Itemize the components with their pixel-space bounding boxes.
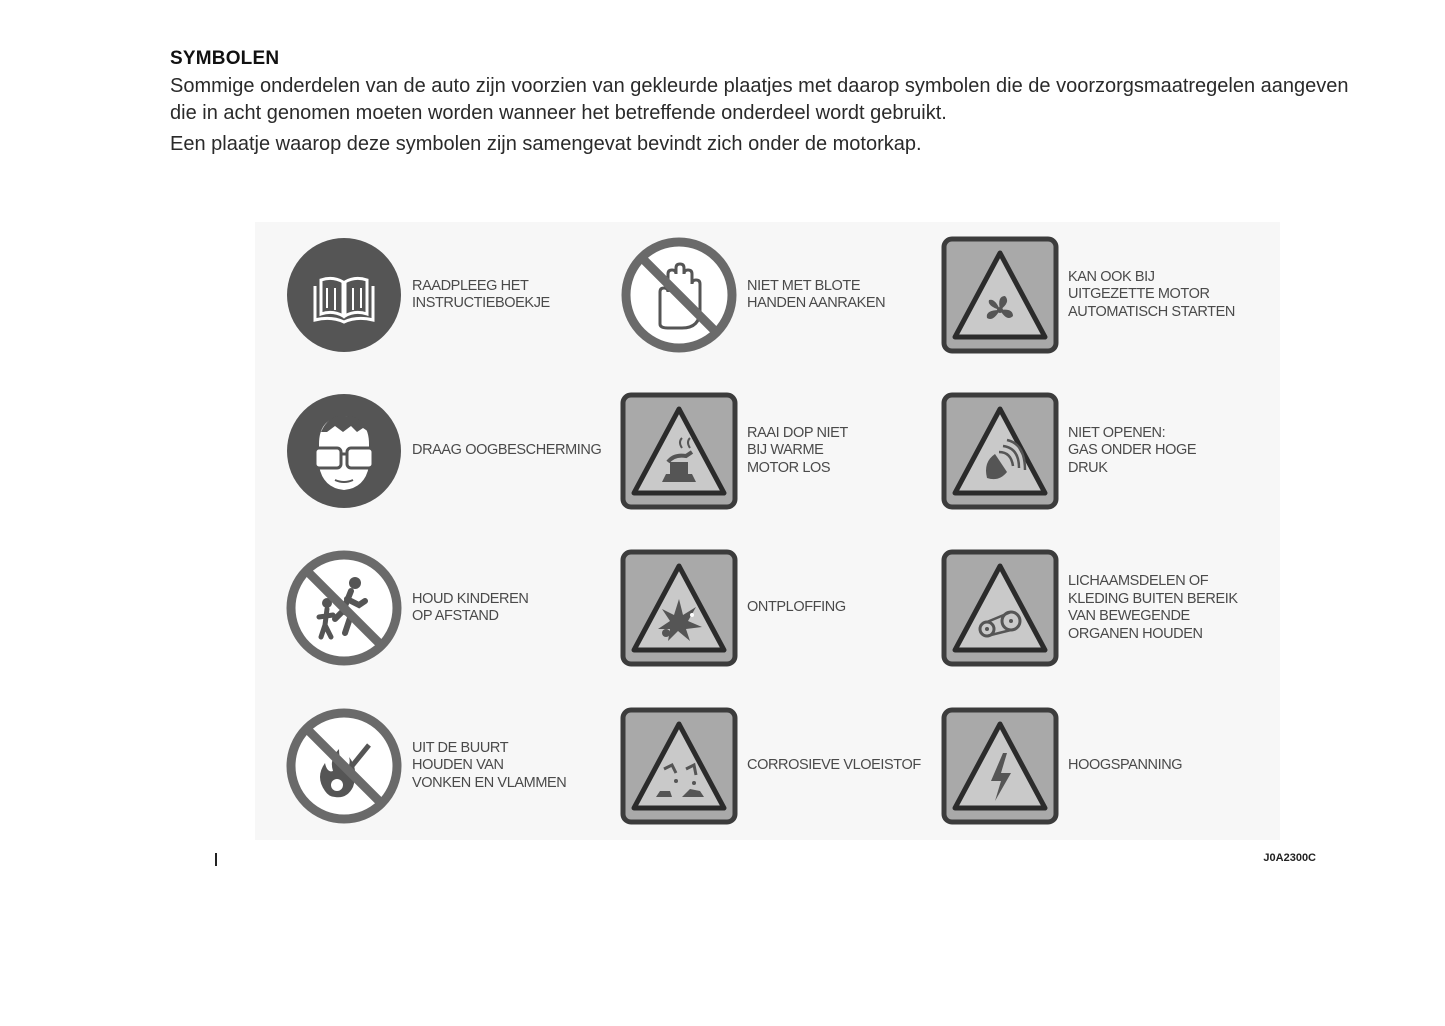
symbol-label — [1068, 549, 1273, 667]
symbol-item — [620, 236, 950, 360]
symbol-label-line: VONKEN EN VLAMMEN — [412, 774, 567, 791]
symbol-label-line: RAADPLEEG HET — [412, 277, 529, 294]
symbol-item — [941, 236, 1271, 360]
symbol-label — [412, 549, 617, 667]
explosion-warning-icon — [620, 549, 738, 667]
symbol-label-line: RAAI DOP NIET — [747, 424, 848, 441]
symbol-label-line: INSTRUCTIEBOEKJE — [412, 295, 550, 311]
symbol-label-line: HOOGSPANNING — [1068, 757, 1183, 774]
symbol-label — [412, 392, 617, 510]
symbol-label — [1068, 707, 1273, 825]
symbol-label-line: UITGEZETTE MOTOR — [1068, 286, 1210, 303]
corrosive-warning-icon — [620, 707, 738, 825]
no-fire-icon — [285, 707, 403, 825]
symbol-item — [941, 392, 1271, 516]
symbol-label — [747, 549, 952, 667]
intro-paragraph-1: Sommige onderdelen van de auto zijn voorzien van gekleurde plaatjes met daarop symbolen die de voorzorgsmaatregelen aangeven die in acht genomen moeten worden wanneer het betreffende onderdeel wordt gebruikt. — [170, 75, 1349, 124]
symbol-item — [941, 549, 1271, 673]
symbol-label-line: HANDEN AANRAKEN — [747, 295, 886, 311]
hot-cap-warning-icon — [620, 392, 738, 510]
symbol-label-line: VAN BEWEGENDE — [1068, 608, 1190, 624]
figure-code: J0A2300C — [1263, 852, 1316, 864]
symbol-label — [747, 392, 952, 510]
symbol-label-line: ONTPLOFFING — [747, 599, 846, 616]
no-children-icon — [285, 549, 403, 667]
symbol-item — [285, 707, 615, 831]
symbol-label-line: MOTOR LOS — [747, 459, 831, 476]
symbol-label — [412, 236, 617, 354]
symbol-item — [285, 236, 615, 360]
symbol-label-line: DRAAG OOGBESCHERMING — [412, 442, 602, 459]
intro-section — [170, 48, 1350, 158]
symbol-item — [620, 707, 950, 831]
symbol-label-line: AUTOMATISCH STARTEN — [1068, 303, 1235, 320]
symbol-item — [285, 549, 615, 673]
symbol-item — [620, 392, 950, 516]
symbol-label-line: DRUK — [1068, 459, 1108, 476]
symbol-label-line: GAS ONDER HOGE — [1068, 442, 1197, 459]
safety-goggles-icon — [285, 392, 403, 510]
symbol-item — [941, 707, 1271, 831]
symbol-label-line: BIJ WARME — [747, 442, 824, 459]
symbol-label-line: ORGANEN HOUDEN — [1068, 625, 1203, 642]
symbol-label-line: NIET OPENEN: — [1068, 424, 1166, 441]
symbol-item — [285, 392, 615, 516]
revision-marker — [215, 853, 217, 866]
symbol-label — [412, 707, 617, 825]
symbol-item — [620, 549, 950, 673]
symbol-label-line: KLEDING BUITEN BEREIK — [1068, 590, 1238, 607]
pressurized-gas-warning-icon — [941, 392, 1059, 510]
section-title: SYMBOLEN — [170, 48, 280, 69]
fan-warning-icon — [941, 236, 1059, 354]
symbol-label — [1068, 236, 1273, 354]
symbol-label-line: OP AFSTAND — [412, 608, 499, 624]
book-icon — [285, 236, 403, 354]
symbol-label — [747, 707, 952, 825]
symbol-label-line: LICHAAMSDELEN OF — [1068, 573, 1209, 589]
no-touch-hand-icon — [620, 236, 738, 354]
symbol-label — [747, 236, 952, 354]
moving-parts-warning-icon — [941, 549, 1059, 667]
intro-paragraph-2: Een plaatje waarop deze symbolen zijn samengevat bevindt zich onder de motorkap. — [170, 133, 922, 155]
symbol-label-line: HOUD KINDEREN — [412, 590, 529, 607]
symbol-label-line: UIT DE BUURT — [412, 739, 509, 756]
symbol-label-line: HOUDEN VAN — [412, 757, 504, 774]
symbol-label-line: CORROSIEVE VLOEISTOF — [747, 757, 921, 774]
symbol-label — [1068, 392, 1273, 510]
high-voltage-warning-icon — [941, 707, 1059, 825]
symbol-label-line: NIET MET BLOTE — [747, 277, 861, 294]
symbol-label-line: KAN OOK BIJ — [1068, 268, 1155, 285]
symbols-panel — [255, 222, 1280, 840]
